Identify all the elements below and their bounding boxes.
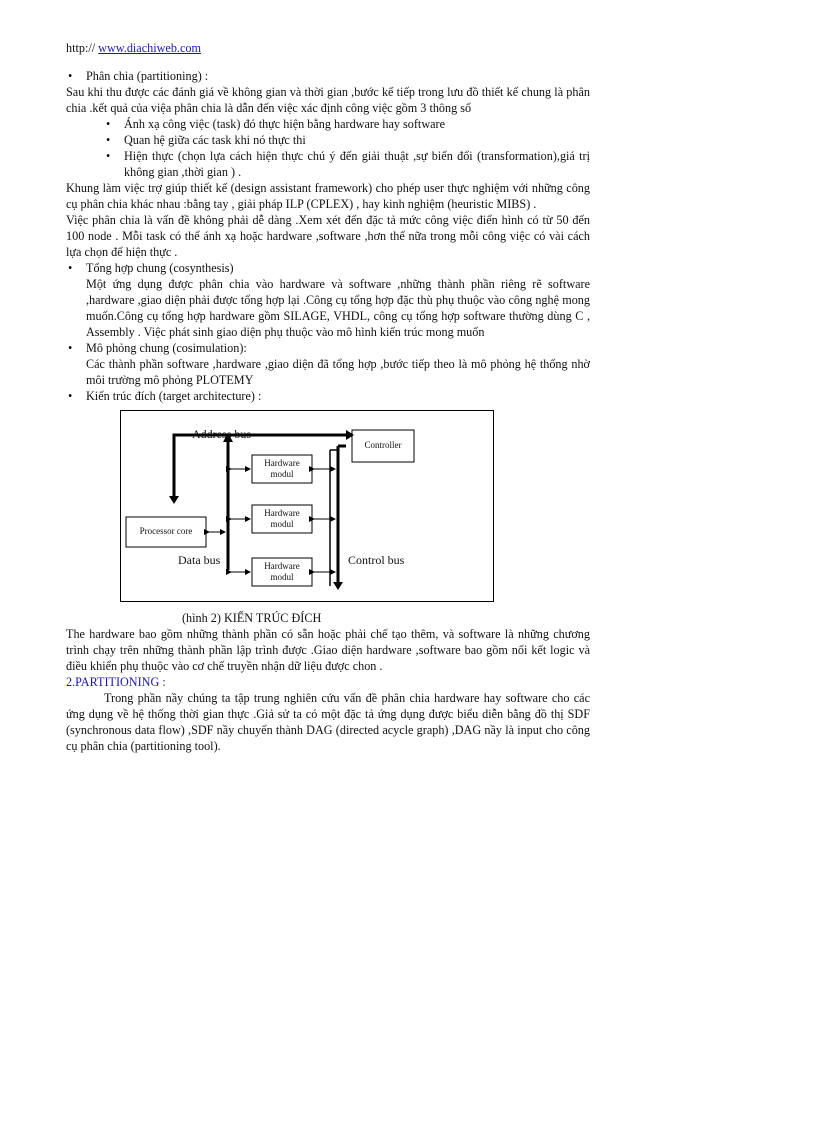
data-bus-label: Data bus	[178, 553, 221, 567]
address-bus-label: Address bus	[192, 427, 251, 441]
hw-module-label-2: Hardware modul	[264, 508, 300, 529]
target-architecture-figure	[120, 410, 494, 602]
sub-item-3: • Hiện thực (chọn lựa cách hiện thực chú ý đến giải thuật ,sự biến đổi (transformation),giá trị không gian ,thời gian ) .	[66, 148, 590, 180]
address-bus-down-arrowhead	[169, 496, 179, 504]
after-figure-text: The hardware bao gồm những thành phần có sẵn hoặc phải chế tạo thêm, và software là những chương trình chạy trên những thành phần lập trình được .Giao diện hardware ,software bao gồm nối kết logic và điều khiển phụ thuộc vào cơ chế truyền nhận dữ liệu được chon .	[66, 627, 590, 673]
header-link[interactable]: www.diachiweb.com	[98, 41, 201, 55]
control-bus-lines	[338, 446, 346, 586]
partitioning-text: Sau khi thu được các đánh giá về không gian và thời gian ,bước kế tiếp trong lưu đồ thiết kế chung là phân chia .kết quả của việa phân chia là dẫn đến việc xác định công việc gồm 3 thông số	[66, 85, 590, 115]
header-prefix: http://	[66, 41, 99, 55]
bullet-partitioning: • Phân chia (partitioning) :	[66, 68, 590, 84]
hw-module-label-1: Hardware modul	[264, 458, 300, 479]
figure-caption: (hình 2) KIẾN TRÚC ĐÍCH	[182, 611, 322, 625]
control-bus-label: Control bus	[348, 553, 405, 567]
controller-label: Controller	[364, 440, 402, 450]
sub-item-2: • Quan hệ giữa các task khi nó thực thi	[66, 132, 590, 148]
page-header	[66, 40, 590, 56]
control-bus-arrowhead	[333, 582, 343, 590]
bullet-cosynthesis: • Tổng hợp chung (cosynthesis)	[66, 260, 590, 276]
cosynthesis-text: Một ứng dụng được phân chia vào hardware và software ,những thành phần riêng rẽ software ,hardware ,giao diện phải được tổng hợp lại .Công cụ tổng hợp đặc thù phụ thuộc vào công nghệ mong muốn.Công cụ tổng hợp hardware gồm SILAGE, VHDL, công cụ tổng hợp software thường dùng C , Assembly . Việc phát sinh giao diện phụ thuộc vào mô hình kiến trúc mong muốn	[86, 277, 590, 339]
framework-text: Khung làm việc trợ giúp thiết kế (design assistant framework) cho phép user thực nghiệm với những công cụ phân chia khác nhau :bằng tay , giải pháp ILP (CPLEX) , hay kinh nghiệm (heuristic MIBS) .	[66, 181, 590, 211]
architecture-diagram	[120, 410, 494, 602]
sub-item-1: • Ánh xạ công việc (task) đó thực hiện bằng hardware hay software	[66, 116, 590, 132]
processor-core-label: Processor core	[139, 526, 193, 536]
section-2-heading: 2.PARTITIONING :	[66, 675, 166, 689]
cosimulation-text: Các thành phần software ,hardware ,giao diện đã tổng hợp ,bước tiếp theo là mô phỏng hệ thống nhờ môi trường mô phỏng PLOTEMY	[86, 357, 590, 387]
difficulty-text: Việc phân chia là vấn đề không phải dễ dàng .Xem xét đến đặc tả mức công việc điển hình có từ 50 đến 100 node . Mỗi task có thể ánh xạ hoặc hardware ,software ,hơn thế nữa trong mỗi công việc có vài cách lựa chọn để hiện thực .	[66, 213, 590, 259]
bullet-cosimulation: • Mô phỏng chung (cosimulation):	[66, 340, 590, 356]
document-page	[66, 40, 590, 754]
section-2-text: Trong phần nầy chúng ta tập trung nghiên cứu vấn đề phân chia hardware hay software cho các ứng dụng về hệ thống thời gian thực .Giả sử ta có một đặc tả ứng dụng được biểu diễn bằng đồ thị SDF (synchronous data flow) ,SDF nầy chuyển thành DAG (directed acycle graph) ,DAG nầy là input cho công cụ phân chia (partitioning tool).	[66, 691, 590, 753]
hw-module-label-3: Hardware modul	[264, 561, 300, 582]
bullet-target: • Kiến trúc đích (target architecture) :	[66, 388, 590, 404]
